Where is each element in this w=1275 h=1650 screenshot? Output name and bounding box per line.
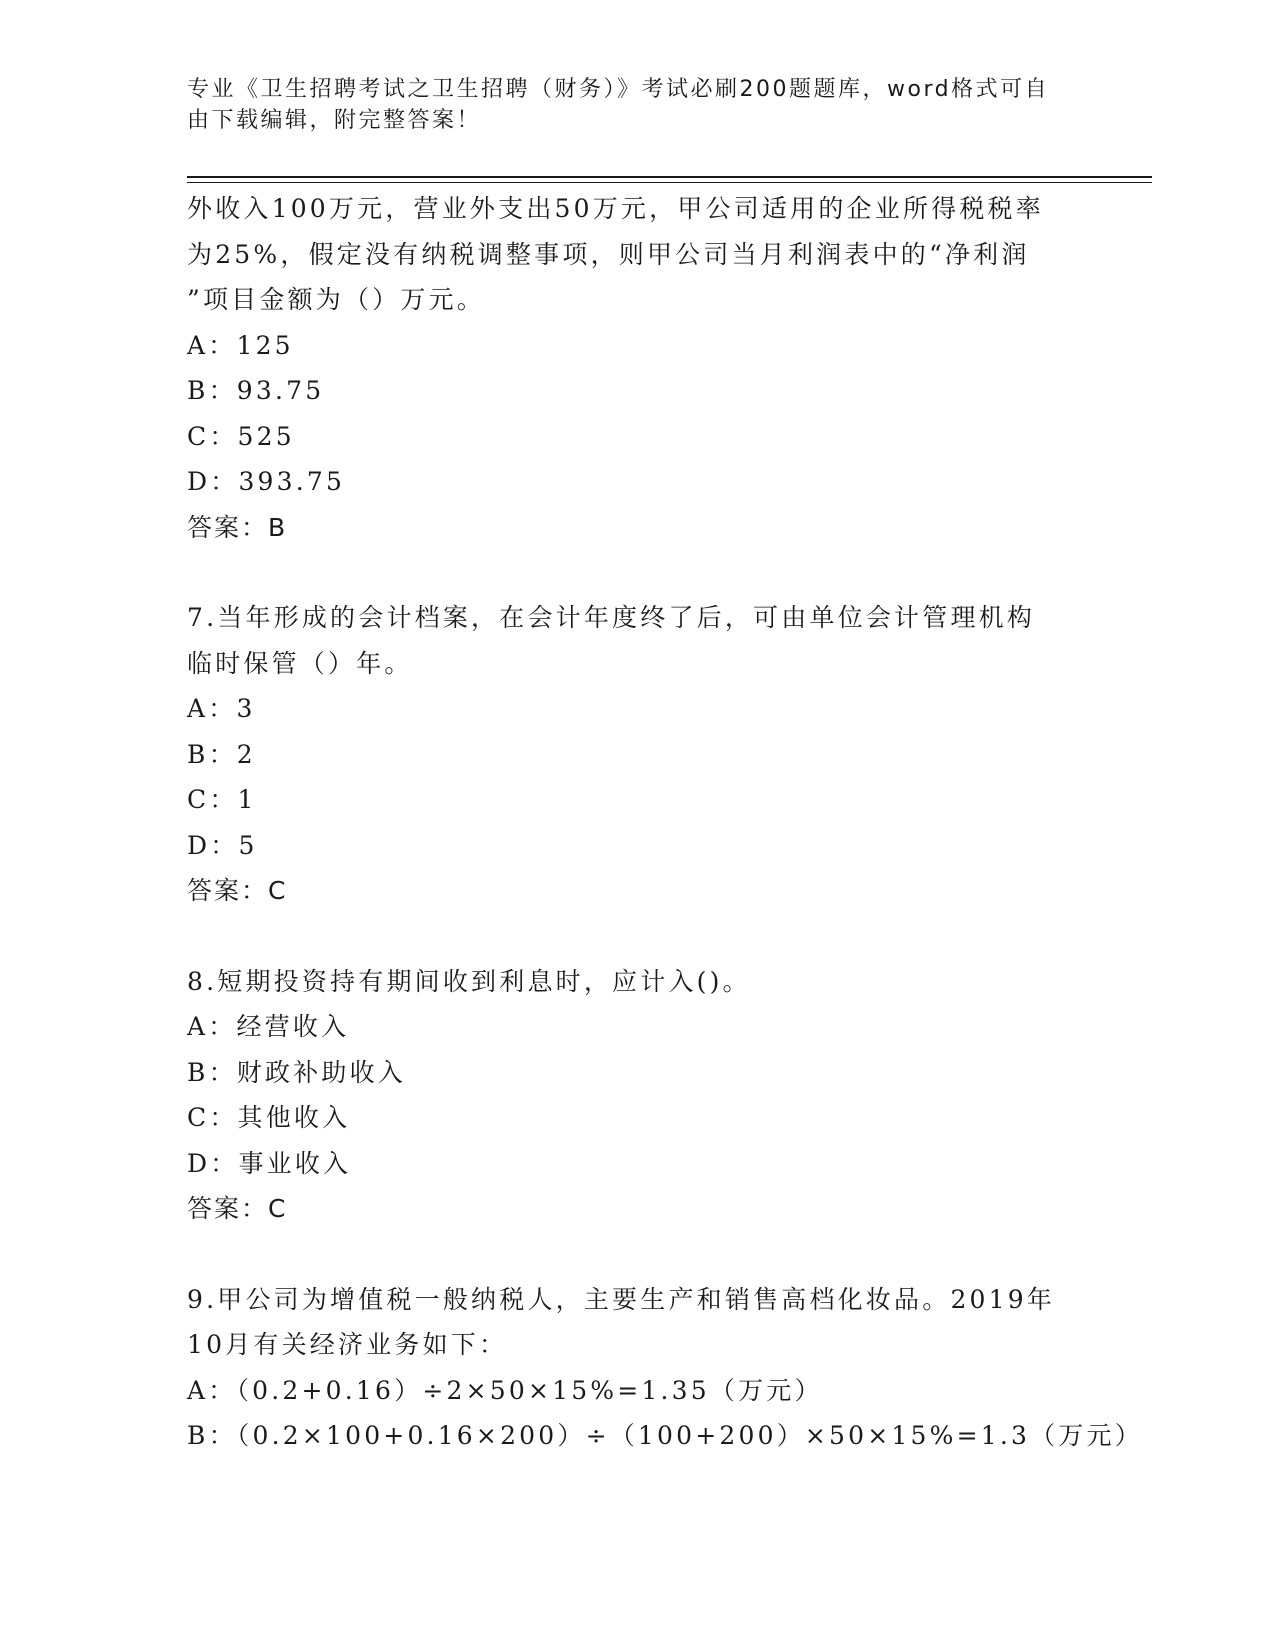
option-text: 93.75 — [236, 376, 325, 405]
option-text: 1 — [237, 785, 257, 814]
option-text: 事业收入 — [238, 1148, 352, 1178]
question-list — [187, 186, 1143, 1459]
option-c — [187, 777, 1087, 823]
spacer — [187, 550, 1087, 595]
option-label: B： — [187, 1057, 237, 1087]
header-divider-thin — [187, 182, 1152, 183]
option-b — [187, 1413, 1143, 1459]
option-text: 5 — [238, 830, 258, 860]
option-a — [187, 1004, 1087, 1050]
option-text: 525 — [237, 421, 295, 451]
option-label: C： — [187, 785, 238, 814]
question-stem-line: 外收入100万元，营业外支出50万元，甲公司适用的企业所得税税率 — [187, 194, 1044, 223]
option-c — [187, 414, 1087, 460]
option-label: C： — [187, 421, 238, 451]
question-stem-line: 9.甲公司为增值税一般纳税人，主要生产和销售高档化妆品。2019年 — [187, 1284, 1056, 1314]
question-stem-line: 为25%，假定没有纳税调整事项，则甲公司当月利润表中的“净利润 — [187, 239, 1030, 269]
option-text: 经营收入 — [236, 1012, 350, 1041]
option-text: 393.75 — [238, 467, 346, 496]
option-text: 财政补助收入 — [236, 1057, 406, 1087]
option-a — [187, 323, 1087, 369]
document-header: 专业《卫生招聘考试之卫生招聘（财务）》考试必刷200题题库，word格式可自由下载编辑，附完整答案！ — [187, 77, 1050, 133]
option-a — [187, 1368, 1087, 1414]
option-label: B： — [187, 376, 237, 405]
spacer — [187, 1232, 1087, 1277]
question-stem-line: 7.当年形成的会计档案，在会计年度终了后，可由单位会计管理机构 — [187, 603, 1036, 632]
option-label: B： — [187, 1421, 237, 1450]
answer-line: 答案：B — [187, 512, 288, 542]
option-d — [187, 823, 1087, 869]
option-text: 2 — [236, 739, 256, 769]
option-label: A： — [187, 1375, 237, 1405]
option-label: A： — [187, 694, 237, 723]
answer-line: 答案：C — [187, 1194, 288, 1223]
option-text: 125 — [236, 330, 294, 360]
question-6 — [187, 186, 1087, 550]
option-text: （0.2+0.16）÷2×50×15%=1.35（万元） — [236, 1375, 823, 1405]
option-label: B： — [187, 739, 237, 769]
option-d — [187, 459, 1087, 505]
question-stem-line: 临时保管（）年。 — [187, 648, 413, 678]
spacer — [187, 914, 1087, 959]
option-c — [187, 1095, 1087, 1141]
option-a — [187, 686, 1087, 732]
question-7 — [187, 595, 1087, 914]
option-b — [187, 1050, 1087, 1096]
option-d — [187, 1141, 1087, 1187]
option-label: A： — [187, 1012, 237, 1041]
question-stem-line: ”项目金额为（）万元。 — [187, 285, 485, 314]
question-stem-line: 10月有关经济业务如下： — [187, 1330, 508, 1359]
option-text: 其他收入 — [237, 1103, 351, 1132]
option-text: （0.2×100+0.16×200）÷（100+200）×50×15%=1.3（万元） — [236, 1421, 1143, 1450]
option-label: D： — [187, 830, 239, 860]
question-8 — [187, 959, 1087, 1232]
option-label: D： — [187, 467, 239, 496]
question-9 — [187, 1277, 1143, 1459]
option-text: 3 — [236, 694, 256, 723]
option-label: D： — [187, 1148, 239, 1178]
option-b — [187, 732, 1087, 778]
option-b — [187, 368, 1087, 414]
question-stem-line: 8.短期投资持有期间收到利息时，应计入()。 — [187, 966, 751, 996]
option-label: C： — [187, 1103, 238, 1132]
answer-line: 答案：C — [187, 876, 288, 905]
header-divider-thick — [187, 176, 1152, 178]
option-label: A： — [187, 330, 237, 360]
